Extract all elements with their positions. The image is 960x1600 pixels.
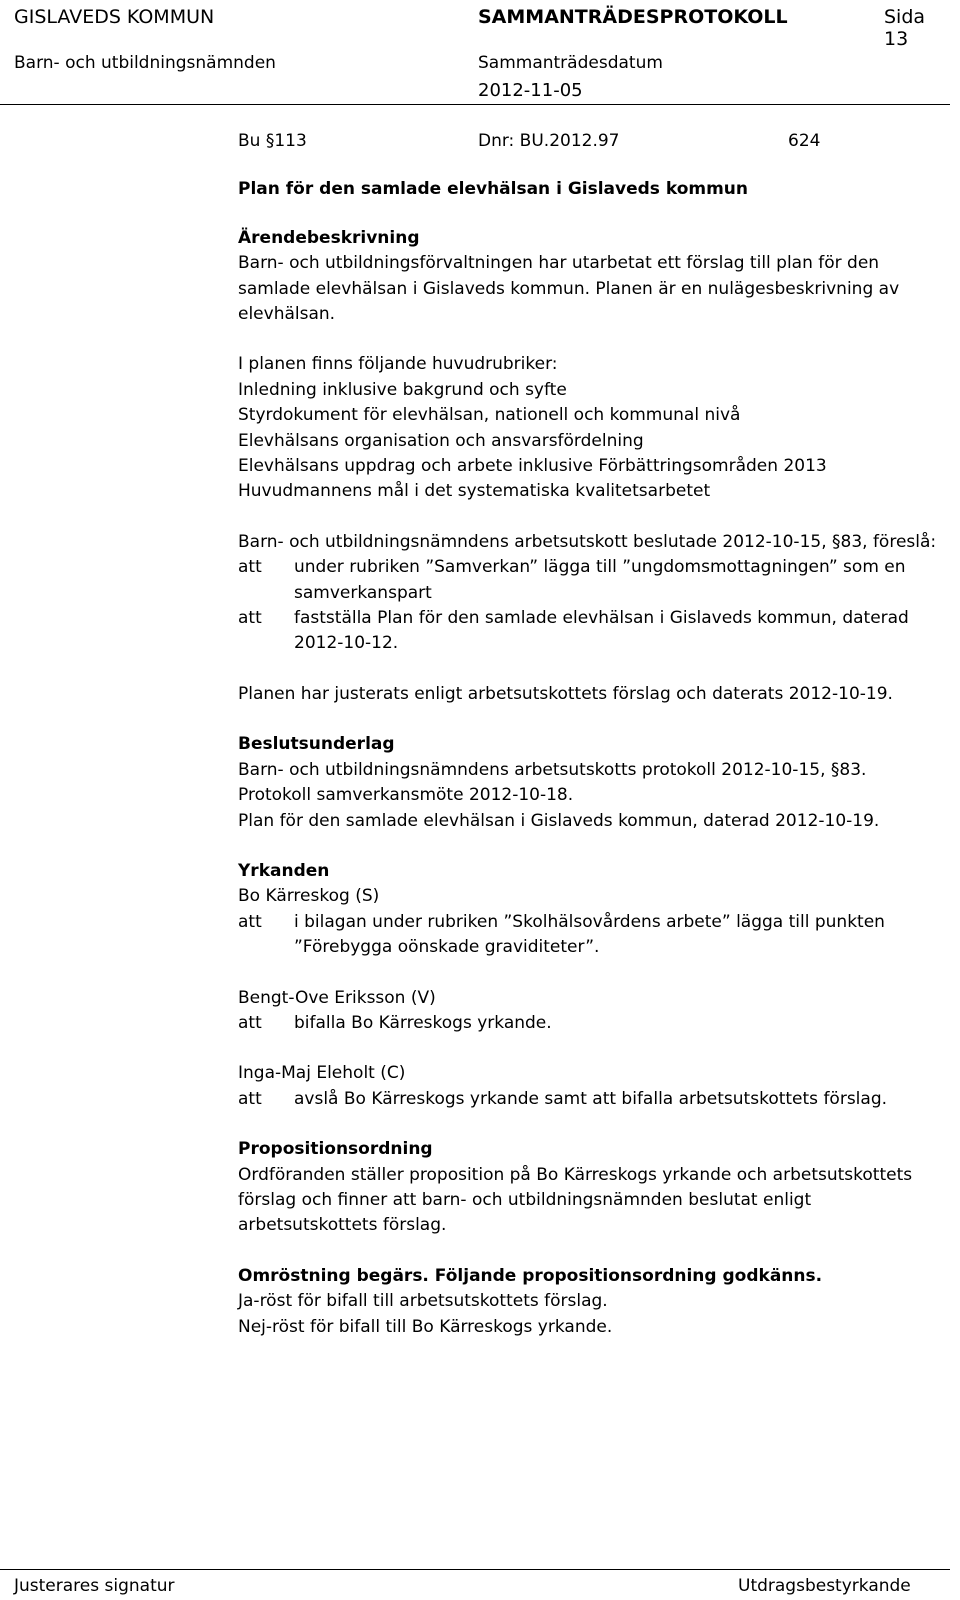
- text-line: arbetsutskottets förslag.: [238, 1215, 447, 1236]
- section-heading-omrostning: Omröstning begärs. Följande propositionsordning godkänns.: [238, 1265, 823, 1286]
- basis-item: Protokoll samverkansmöte 2012-10-18.: [238, 785, 574, 806]
- att-clause: att fastställa Plan för den samlade elevhälsan i Gislaveds kommun, daterad 2012-10-12.: [238, 608, 909, 654]
- list-item: Styrdokument för elevhälsan, nationell och kommunal nivå: [238, 405, 741, 426]
- document-body: [238, 129, 950, 1340]
- att-clause: att bifalla Bo Kärreskogs yrkande.: [238, 1011, 950, 1036]
- text-line: Ordföranden ställer proposition på Bo Kärreskogs yrkande och arbetsutskottets: [238, 1164, 913, 1185]
- proposer-name: Inga-Maj Eleholt (C): [238, 1063, 406, 1084]
- committee-name: Barn- och utbildningsnämnden: [14, 53, 276, 73]
- reference-row: [238, 129, 950, 154]
- att-label: att: [238, 1012, 262, 1033]
- vote-option: Ja-röst för bifall till arbetsutskottets förslag.: [238, 1291, 608, 1312]
- adjustment-note: Planen har justerats enligt arbetsutskottets förslag och daterats 2012-10-19.: [238, 683, 893, 704]
- text-line: I planen finns följande huvudrubriker:: [238, 354, 558, 375]
- text-line: samlade elevhälsan i Gislaveds kommun. Planen är en nulägesbeskrivning av: [238, 278, 900, 299]
- list-item: Elevhälsans organisation och ansvarsfördelning: [238, 430, 644, 451]
- att-label: att: [238, 911, 262, 932]
- page-label: Sida: [884, 6, 926, 28]
- diary-number: Dnr: BU.2012.97: [478, 131, 620, 151]
- list-item: Huvudmannens mål i det systematiska kvalitetsarbetet: [238, 481, 711, 502]
- section-heading-yrkanden: Yrkanden: [238, 860, 330, 881]
- case-title: Plan för den samlade elevhälsan i Gislaveds kommun: [238, 179, 748, 200]
- att-label: att: [238, 608, 262, 629]
- archive-code: 624: [788, 131, 821, 151]
- att-clause: att avslå Bo Kärreskogs yrkande samt att bifalla arbetsutskottets förslag.: [238, 1087, 950, 1112]
- document-type: SAMMANTRÄDESPROTOKOLL: [478, 6, 788, 28]
- proposer-name: Bengt-Ove Eriksson (V): [238, 987, 436, 1008]
- list-item: Inledning inklusive bakgrund och syfte: [238, 379, 567, 400]
- paragraph-number: Bu §113: [238, 131, 307, 151]
- text-line: förslag och finner att barn- och utbildningsnämnden beslutat enligt: [238, 1189, 812, 1210]
- att-clause: att under rubriken ”Samverkan” lägga till ”ungdomsmottagningen” som en samverkanspart: [238, 557, 906, 603]
- section-heading-propositionsordning: Propositionsordning: [238, 1139, 433, 1160]
- extract-certification-label: Utdragsbestyrkande: [738, 1576, 911, 1596]
- footer-divider: [0, 1569, 950, 1570]
- att-label: att: [238, 557, 262, 578]
- att-clause: att i bilagan under rubriken ”Skolhälsovårdens arbete” lägga till punkten ”Förebygga oönskade graviditeter”.: [238, 911, 885, 958]
- list-item: Elevhälsans uppdrag och arbete inklusive Förbättringsområden 2013: [238, 456, 827, 477]
- vote-option: Nej-röst för bifall till Bo Kärreskogs yrkande.: [238, 1316, 613, 1337]
- header-divider: [0, 104, 950, 105]
- date-label: Sammanträdesdatum: [478, 53, 663, 73]
- basis-item: Barn- och utbildningsnämndens arbetsutskotts protokoll 2012-10-15, §83.: [238, 759, 867, 780]
- proposer-name: Bo Kärreskog (S): [238, 886, 380, 907]
- adjuster-signature-label: Justerares signatur: [14, 1576, 175, 1596]
- page-number: 13: [884, 28, 909, 50]
- section-heading-arendebeskrivning: Ärendebeskrivning: [238, 227, 420, 248]
- au-intro: Barn- och utbildningsnämndens arbetsutskott beslutade 2012-10-15, §83, föreslå:: [238, 531, 937, 552]
- section-heading-beslutsunderlag: Beslutsunderlag: [238, 734, 395, 755]
- text-line: elevhälsan.: [238, 304, 336, 325]
- org-name: GISLAVEDS KOMMUN: [14, 6, 215, 28]
- basis-item: Plan för den samlade elevhälsan i Gislaveds kommun, daterad 2012-10-19.: [238, 810, 880, 831]
- text-line: Barn- och utbildningsförvaltningen har utarbetat ett förslag till plan för den: [238, 253, 880, 274]
- meeting-date: 2012-11-05: [478, 80, 583, 101]
- att-label: att: [238, 1088, 262, 1109]
